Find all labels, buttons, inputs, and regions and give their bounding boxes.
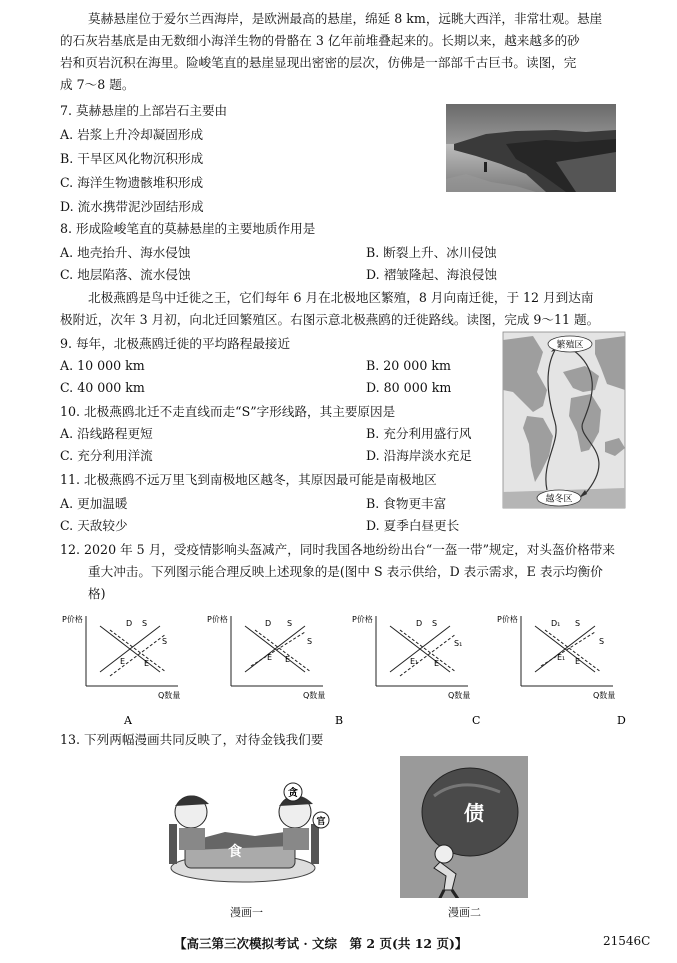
svg-text:E₁: E₁ (410, 657, 419, 666)
svg-text:E: E (120, 657, 126, 666)
graph-b-letter: B (335, 714, 344, 727)
q7-option-d: D. 流水携带泥沙固结形成 (60, 199, 204, 214)
svg-text:E: E (575, 657, 581, 666)
graph-c-letter: C (472, 714, 481, 727)
passage1-line3: 岩和页岩沉积在海里。险峻笔直的悬崖显现出密密的层次，仿佛是一部部千古巨书。读图，完 (60, 55, 577, 70)
cartoon1-word-shi: 食 (228, 844, 242, 860)
svg-text:S: S (599, 637, 605, 646)
q8-stem: 8. 形成险峻笔直的莫赫悬崖的主要地质作用是 (60, 221, 316, 236)
graph-a-ylabel: P价格 (62, 615, 83, 624)
svg-text:D: D (416, 619, 423, 628)
graph-d-ylabel: P价格 (497, 615, 518, 624)
svg-text:E: E (267, 653, 273, 662)
svg-text:S: S (432, 619, 438, 628)
q7-option-c: C. 海洋生物遗骸堆积形成 (60, 175, 204, 190)
graph-c-ylabel: P价格 (352, 615, 373, 624)
svg-text:E: E (434, 659, 440, 668)
cartoon-one-caption: 漫画一 (230, 906, 263, 919)
svg-text:E₁: E₁ (557, 653, 566, 662)
q10-stem: 10. 北极燕鸥北迁不走直线而走“S”字形线路，其主要原因是 (60, 404, 396, 419)
graph-b-xlabel: Q数量 (303, 691, 326, 700)
q8-option-d: D. 褶皱隆起、海浪侵蚀 (366, 267, 497, 282)
q10-option-b: B. 充分利用盛行风 (366, 426, 472, 441)
q11-option-d: D. 夏季白昼更长 (366, 518, 460, 533)
graph-a-letter: A (124, 714, 132, 727)
svg-text:E: E (144, 659, 150, 668)
q10-option-d: D. 沿海岸淡水充足 (366, 448, 472, 463)
cartoon-two-caption: 漫画二 (448, 906, 481, 919)
passage1-line2: 的石灰岩基底是由无数细小海洋生物的骨骼在 3 亿年前堆叠起来的。长期以来，越来越多的砂 (60, 33, 580, 48)
svg-text:S: S (142, 619, 148, 628)
passage1-line4: 成 7～8 题。 (60, 77, 135, 92)
q8-option-b: B. 断裂上升、冰川侵蚀 (366, 245, 497, 260)
svg-text:S: S (162, 637, 168, 646)
svg-text:S: S (307, 637, 313, 646)
q12-stem-line3: 格) (88, 586, 106, 601)
svg-text:S: S (287, 619, 293, 628)
q8-option-c: C. 地层陷落、流水侵蚀 (60, 267, 191, 282)
q9-option-b: B. 20 000 km (366, 358, 451, 373)
q11-option-b: B. 食物更丰富 (366, 496, 447, 511)
passage2-line1: 北极燕鸥是鸟中迁徙之王，它们每年 6 月在北极地区繁殖，8 月向南迁徙，于 12 月到达南 (88, 290, 594, 305)
migration-map (503, 332, 625, 508)
q7-option-b: B. 干旱区风化物沉积形成 (60, 151, 204, 166)
map-winter-label: 越冬区 (545, 494, 573, 505)
q7-option-a: A. 岩浆上升冷却凝固形成 (60, 127, 204, 142)
graph-b-ylabel: P价格 (207, 615, 228, 624)
svg-text:D₁: D₁ (551, 619, 561, 628)
q10-option-a: A. 沿线路程更短 (60, 426, 153, 441)
graph-d (497, 614, 626, 727)
q9-option-c: C. 40 000 km (60, 380, 145, 395)
q8-option-a: A. 地壳抬升、海水侵蚀 (60, 245, 191, 260)
graph-c-xlabel: Q数量 (448, 691, 471, 700)
graph-d-letter: D (617, 714, 626, 727)
svg-text:D: D (265, 619, 272, 628)
passage1-line1: 莫赫悬崖位于爱尔兰西海岸，是欧洲最高的悬崖，绵延 8 km，远眺大西洋，非常壮观。悬崖 (88, 11, 603, 26)
svg-text:S: S (575, 619, 581, 628)
q9-option-d: D. 80 000 km (366, 380, 452, 395)
graph-a-xlabel: Q数量 (158, 691, 181, 700)
map-breed-label: 繁殖区 (556, 340, 584, 351)
q9-option-a: A. 10 000 km (60, 358, 145, 373)
cliff-photo (446, 104, 616, 192)
cartoon-two (400, 756, 528, 916)
q13-stem: 13. 下列两幅漫画共同反映了，对待金钱我们要 (60, 732, 324, 747)
graph-d-xlabel: Q数量 (593, 691, 616, 700)
q11-option-a: A. 更加温暖 (60, 496, 128, 511)
passage2-line2: 极附近，次年 3 月初，向北迁回繁殖区。右图示意北极燕鸥的迁徙路线。读图，完成 9～11 题。 (60, 312, 600, 327)
graph-c (352, 614, 480, 727)
q11-stem: 11. 北极燕鸥不远万里飞到南极地区越冬，其原因最可能是南极地区 (60, 472, 437, 487)
exam-code: 21546C (603, 934, 651, 948)
cartoon-one (155, 780, 330, 895)
graph-a (62, 614, 180, 727)
q12-stem-line2: 重大冲击。下列图示能合理反映上述现象的是(图中 S 表示供给，D 表示需求，E 表示均衡价 (88, 564, 603, 579)
q11-option-c: C. 天敌较少 (60, 518, 128, 533)
svg-text:S₁: S₁ (454, 639, 463, 648)
q7-stem: 7. 莫赫悬崖的上部岩石主要由 (60, 103, 228, 118)
svg-text:E: E (285, 655, 291, 664)
q12-stem-line1: 12. 2020 年 5 月，受疫情影响头盔减产，同时我国各地纷纷出台“一盔一带”规定，对头盔价格带来 (60, 542, 615, 557)
cartoon1-word-guan: 官 (316, 817, 326, 827)
svg-text:D: D (126, 619, 133, 628)
q9-stem: 9. 每年，北极燕鸥迁徙的平均路程最接近 (60, 336, 291, 351)
cartoon1-word-tan: 贪 (288, 788, 298, 799)
cartoon2-word-zhai: 债 (464, 801, 484, 825)
q10-option-c: C. 充分利用洋流 (60, 448, 153, 463)
graph-b (207, 614, 343, 727)
page-footer: 【高三第三次模拟考试 · 文综 第 2 页(共 12 页)】 (174, 936, 468, 951)
supply-demand-graphs (60, 606, 626, 731)
